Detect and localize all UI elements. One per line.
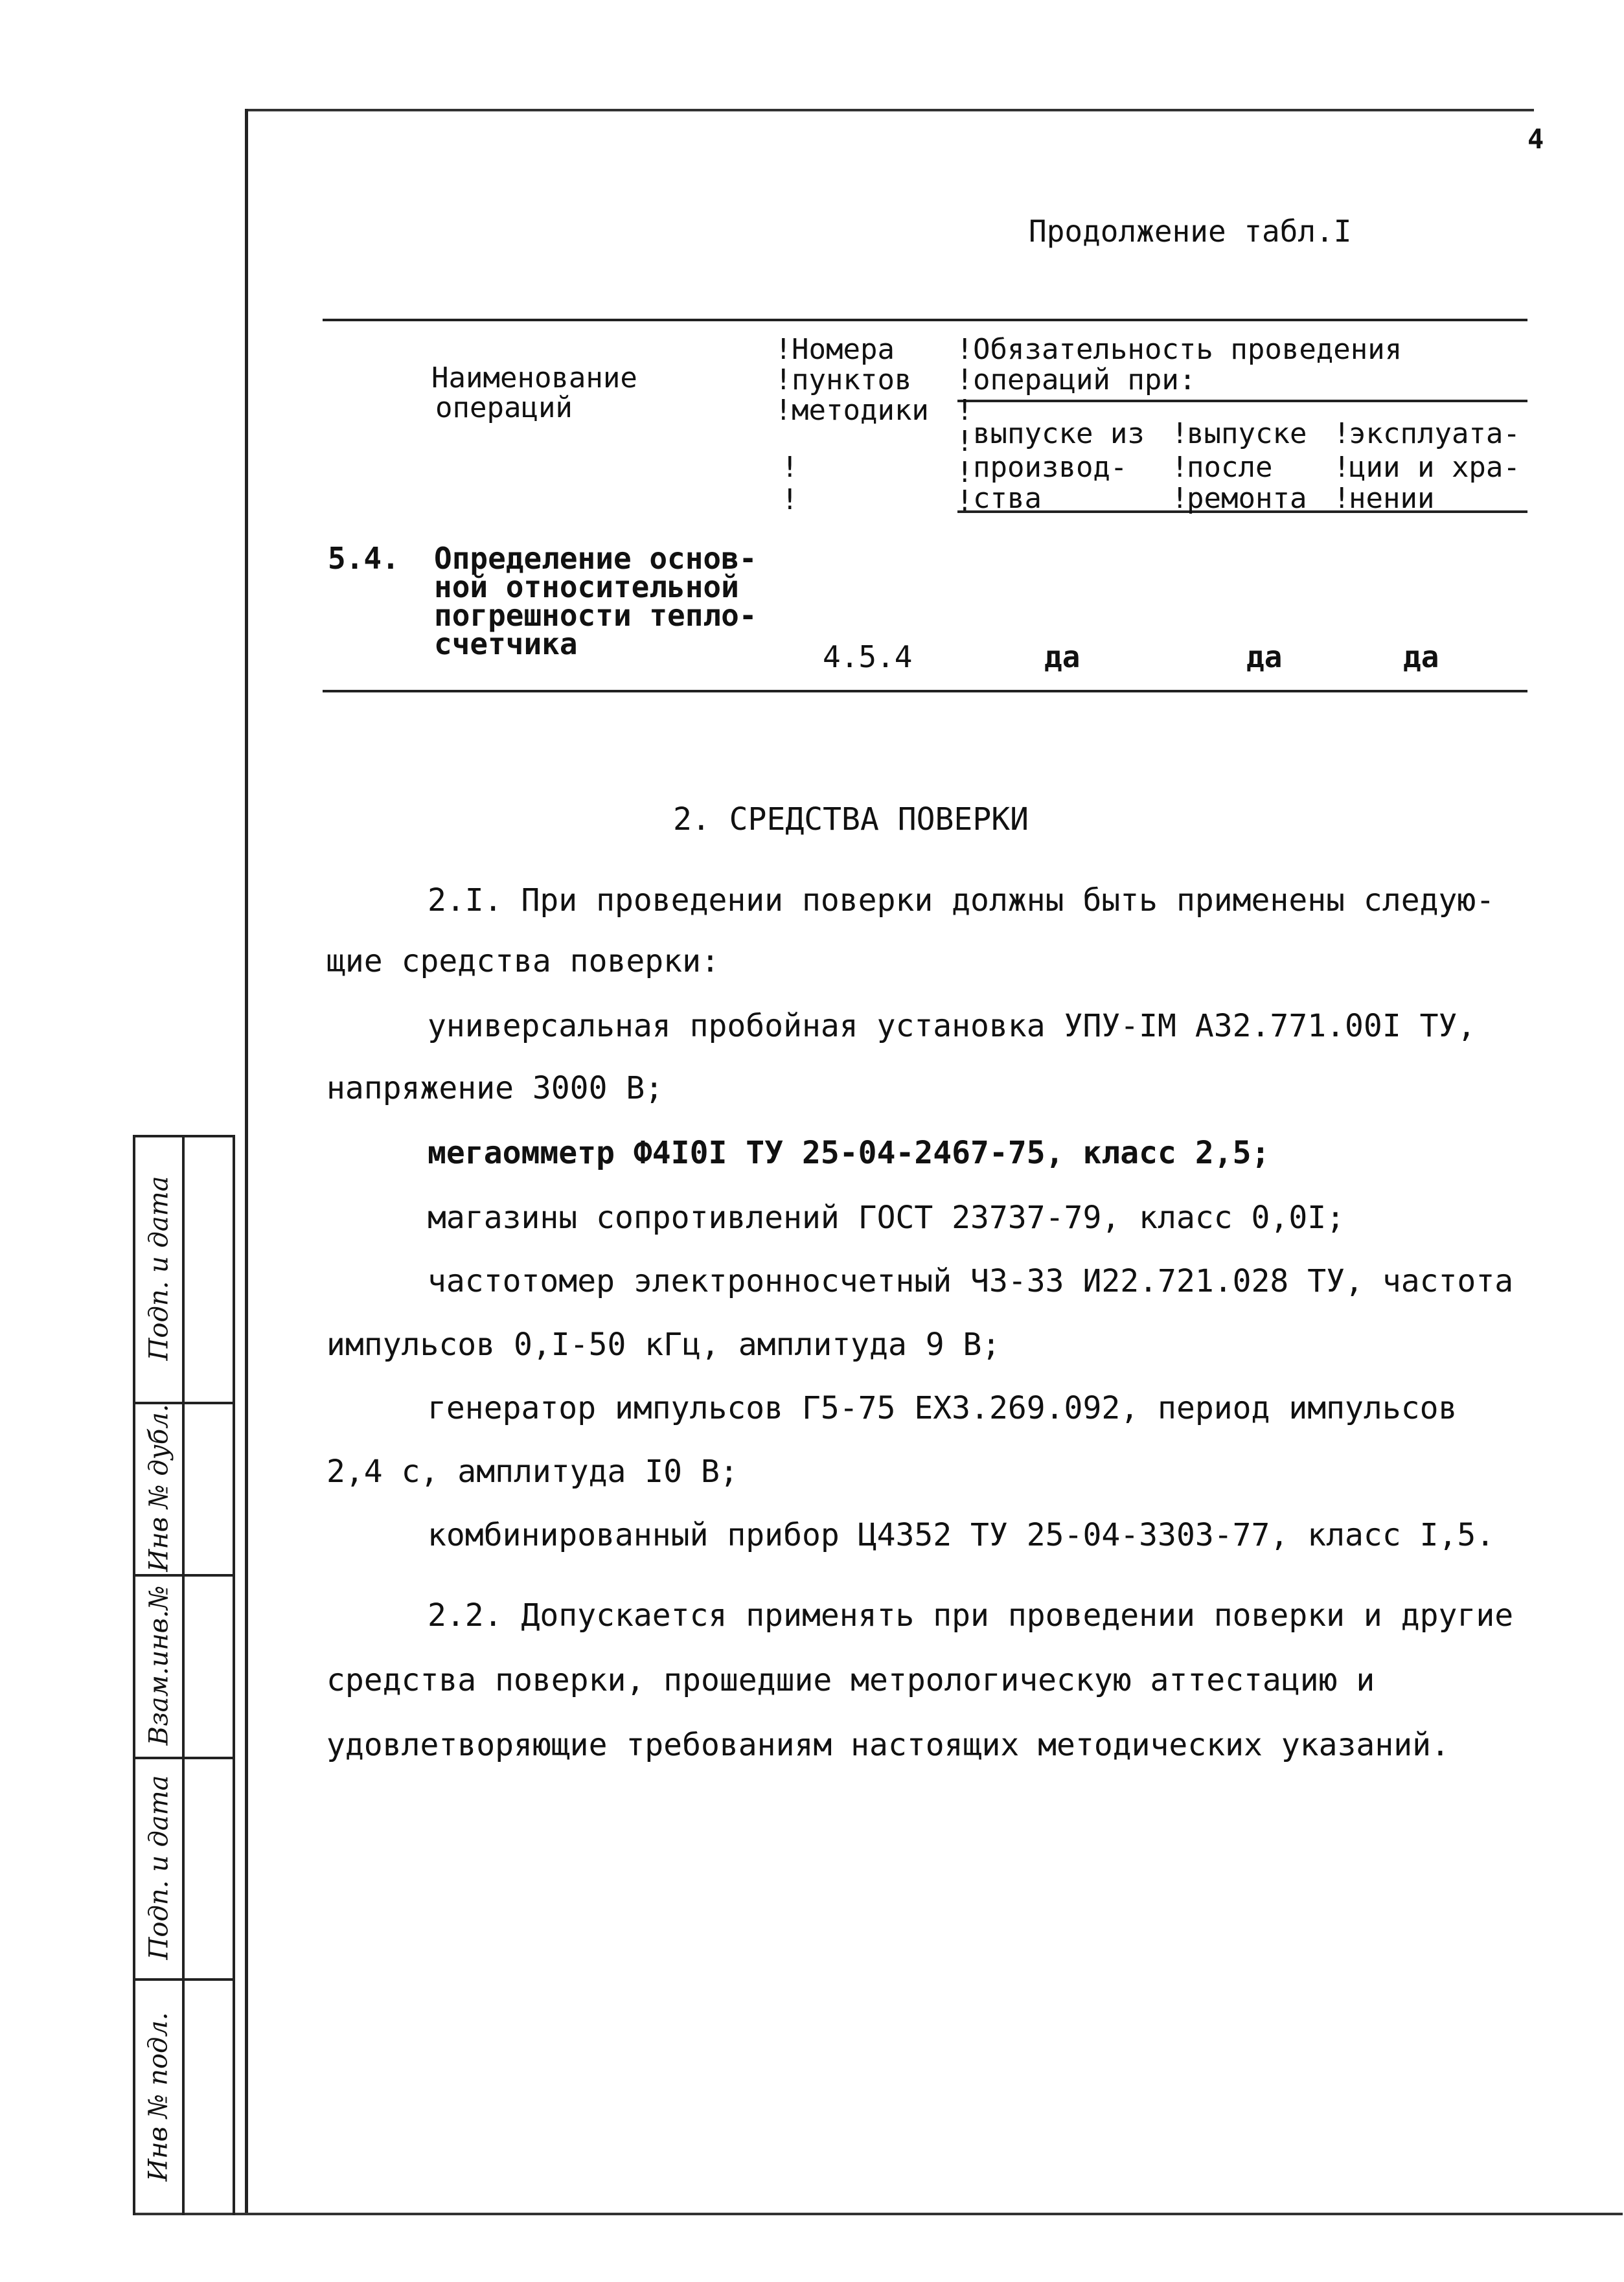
paragraph-line-13: средства поверки, прошедшие метрологическую аттестацию и [326,1662,1375,1698]
header-points-line-2: пунктов [792,363,912,396]
row-name-line-2: ной относительной [434,569,739,604]
row-name-line-1: Определение основ- [434,541,757,576]
paragraph-line-8: импульсов 0,I-50 кГц, амплитуда 9 В; [326,1327,1001,1363]
paragraph-line-2: щие средства поверки: [326,943,720,979]
header-repair-line-3: ремонта [1187,482,1307,515]
header-release-line-2: производ- [973,451,1128,484]
paragraph-line-11: комбинированный прибор Ц4352 ТУ 25-04-3303-77, класс I,5. [428,1517,1495,1553]
header-obligation-line-2: операций при: [973,363,1196,396]
paragraph-line-14: удовлетворяющие требованиям настоящих методических указаний. [326,1727,1450,1763]
stamp-signature-date-1: Подп. и дата [144,1176,174,1361]
header-release-line-1: выпуске из [973,417,1145,450]
paragraph-line-4: напряжение 3000 В; [326,1070,664,1106]
side-stamp [133,1135,235,2215]
page-number: 4 [1527,123,1544,155]
stamp-replacement-number: Взам.инв.№ [144,1585,174,1746]
page-frame-left [245,109,248,2215]
paragraph-line-10: 2,4 с, амплитуда I0 В; [326,1454,738,1490]
section-title: 2. СРЕДСТВА ПОВЕРКИ [672,801,1029,838]
paragraph-line-3: универсальная пробойная установка УПУ-IМ А32.771.00I ТУ, [428,1008,1476,1044]
stamp-signature-date-2: Подп. и дата [144,1775,174,1960]
paragraph-line-5: мегаомметр Ф4I0I ТУ 25-04-2467-75, класс 2,5; [428,1135,1270,1171]
stamp-duplicate-number: Инв № дубл. [144,1404,174,1572]
paragraph-line-7: частотомер электронносчетный Ч3-33 И22.721.028 ТУ, частота [428,1263,1514,1299]
header-repair-line-2: после [1187,451,1273,484]
table-header-subrule [957,400,1527,402]
row-repair: да [1246,639,1283,674]
paragraph-line-6: магазины сопротивлений ГОСТ 23737-79, класс 0,0I; [428,1200,1345,1236]
header-release-line-3: ства [973,482,1042,515]
header-operation-line-1: эксплуата- [1349,417,1520,450]
header-name-line-2: операций [435,391,573,424]
table-top-rule [323,319,1527,321]
page-frame-bottom [133,2213,1623,2215]
row-name-line-4: счетчика [434,626,578,661]
header-repair-line-1: выпуске [1187,417,1307,450]
header-points-line-1: Номера [792,333,895,366]
row-number: 5.4. [328,541,400,576]
header-operation-line-2: ции и хра- [1349,451,1520,484]
paragraph-line-9: генератор импульсов Г5-75 ЕХ3.269.092, период импульсов [428,1390,1458,1426]
table-bottom-rule [323,690,1527,692]
row-operation: да [1403,639,1439,674]
row-release: да [1044,639,1081,674]
header-name-line-1: Наименование [431,361,637,394]
paragraph-line-1: 2.I. При проведении поверки должны быть применены следую- [428,882,1495,919]
row-name-line-3: погрешности тепло- [434,598,757,633]
stamp-original-number: Инв № подл. [144,2012,174,2182]
header-obligation-line-1: Обязательность проведения [973,333,1402,366]
header-operation-line-3: нении [1349,482,1435,515]
page-frame-top [245,109,1534,111]
table-caption: Продолжение табл.I [1029,214,1352,249]
header-points-line-3: методики [792,394,929,427]
row-points: 4.5.4 [823,639,913,674]
paragraph-line-12: 2.2. Допускается применять при проведении поверки и другие [428,1597,1514,1634]
